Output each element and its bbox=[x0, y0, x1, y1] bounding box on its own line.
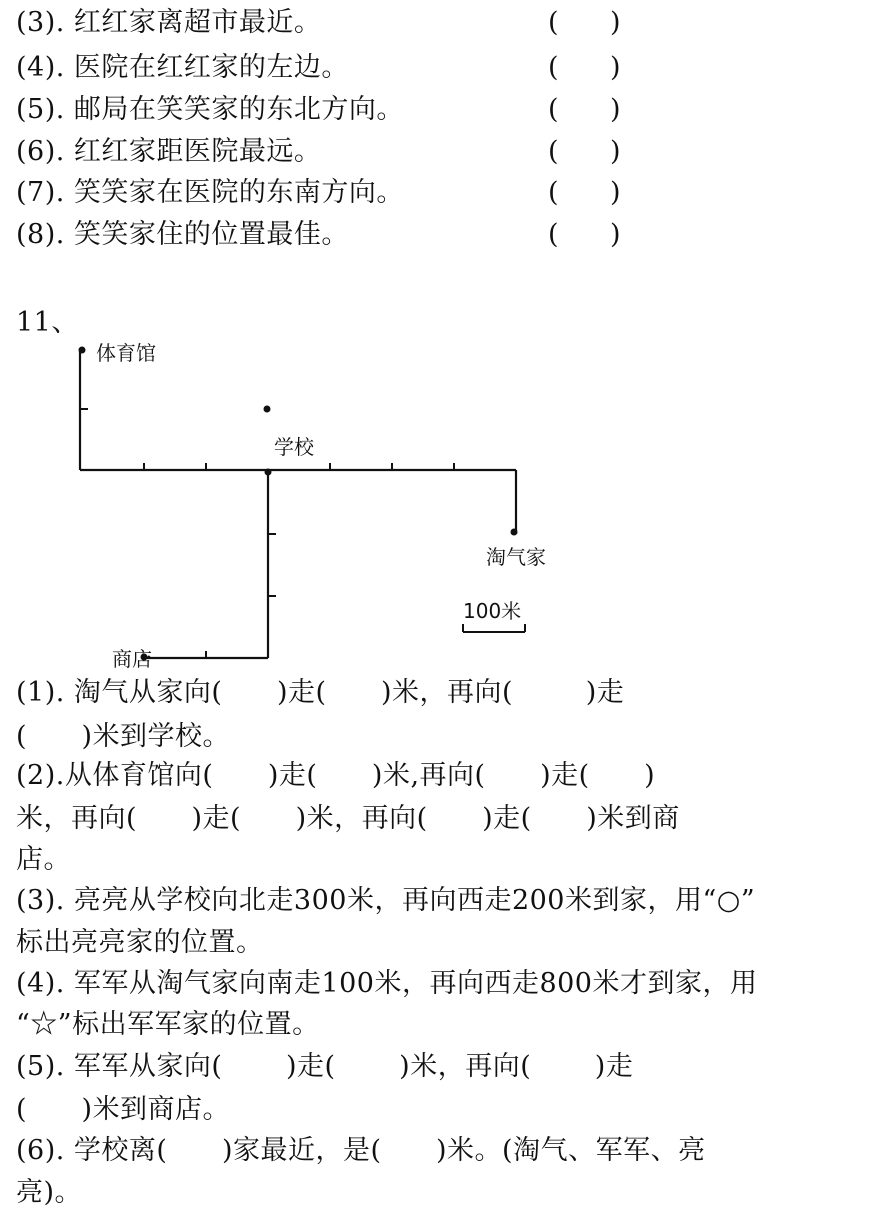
question-line: ( )米到商店。 bbox=[16, 1094, 231, 1125]
judge-item-8: (8). 笑笑家住的位置最佳。 bbox=[16, 219, 349, 250]
question-line: 标出亮亮家的位置。 bbox=[16, 927, 264, 958]
answer-blank-3[interactable]: ( ) bbox=[548, 7, 621, 38]
question-line: (4). 军军从淘气家向南走100米，再向西走800米才到家，用 bbox=[16, 968, 758, 999]
naughty-home-label: 淘气家 bbox=[486, 545, 546, 569]
question-line: (3). 亮亮从学校向北走300米，再向西走200米到家，用“○” bbox=[16, 885, 756, 916]
gym-point bbox=[79, 347, 86, 354]
judge-item-3: (3). 红红家离超市最近。 bbox=[16, 7, 322, 38]
question-line: ( )米到学校。 bbox=[16, 721, 231, 752]
answer-blank-6[interactable]: ( ) bbox=[548, 136, 621, 167]
map-roads bbox=[80, 348, 516, 658]
question-line: (5). 军军从家向( )走( )米，再向( )走 bbox=[16, 1051, 634, 1082]
question-line: (2).从体育馆向( )走( )米,再向( )走( ) bbox=[16, 760, 656, 791]
point-marker bbox=[264, 406, 271, 413]
school-label: 学校 bbox=[274, 435, 314, 459]
scale-label: 100米 bbox=[463, 599, 522, 623]
naughty-home-point bbox=[511, 529, 518, 536]
map-points bbox=[79, 347, 518, 661]
question-line: (6). 学校离( )家最近，是( )米。(淘气、军军、亮 bbox=[16, 1135, 706, 1166]
question-number: 11、 bbox=[16, 307, 79, 338]
judge-item-5: (5). 邮局在笑笑家的东北方向。 bbox=[16, 94, 404, 125]
shop-label: 商店 bbox=[112, 647, 152, 671]
answer-blank-7[interactable]: ( ) bbox=[548, 177, 621, 208]
question-line: 米，再向( )走( )米，再向( )走( )米到商 bbox=[16, 803, 680, 834]
judge-item-6: (6). 红红家距医院最远。 bbox=[16, 136, 322, 167]
judge-item-4: (4). 医院在红红家的左边。 bbox=[16, 52, 349, 83]
question-line: (1). 淘气从家向( )走( )米，再向( )走 bbox=[16, 677, 625, 708]
gym-label: 体育馆 bbox=[96, 341, 156, 365]
question-line: 亮)。 bbox=[16, 1177, 83, 1208]
question-line: 店。 bbox=[16, 844, 71, 875]
answer-blank-4[interactable]: ( ) bbox=[548, 52, 621, 83]
judge-item-7: (7). 笑笑家在医院的东南方向。 bbox=[16, 177, 404, 208]
question-line: “☆”标出军军家的位置。 bbox=[16, 1009, 320, 1040]
school-point bbox=[265, 469, 272, 476]
answer-blank-5[interactable]: ( ) bbox=[548, 94, 621, 125]
answer-blank-8[interactable]: ( ) bbox=[548, 219, 621, 250]
